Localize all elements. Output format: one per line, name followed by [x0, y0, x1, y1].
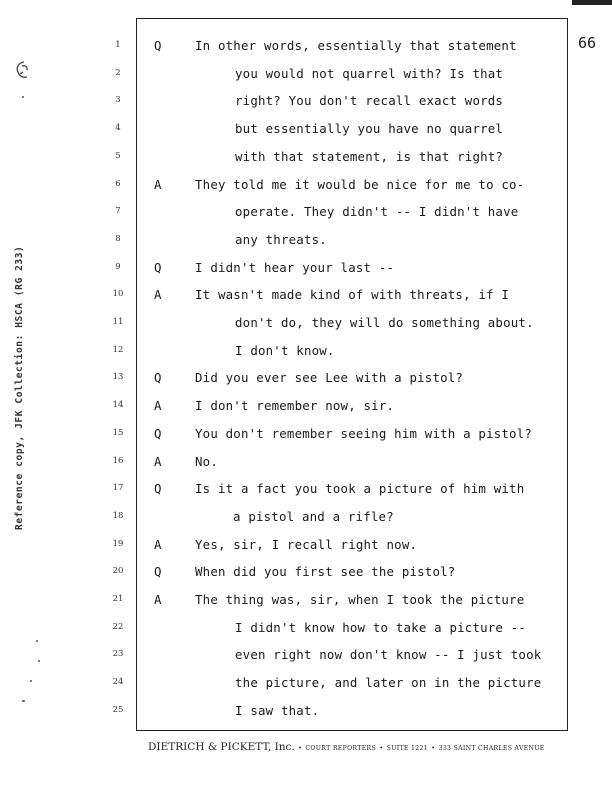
transcript-line: with that statement, is that right? — [235, 148, 504, 164]
line-number: 23 — [112, 649, 124, 660]
speaker-label: A — [154, 592, 162, 607]
speaker-label: A — [154, 176, 162, 192]
scan-artifact-icon — [14, 60, 34, 82]
transcript-line: I didn't hear your last -- — [195, 259, 395, 275]
speaker-label: Q — [154, 481, 162, 497]
line-number: 24 — [112, 677, 124, 688]
line-number: 1 — [115, 40, 121, 50]
transcript-line: No. — [195, 453, 218, 469]
line-number: 22 — [112, 621, 124, 632]
line-number: 5 — [115, 150, 121, 161]
speaker-label: A — [154, 453, 162, 469]
transcript-line: Yes, sir, I recall right now. — [195, 536, 418, 552]
line-number: 25 — [112, 704, 124, 715]
line-number: 2 — [115, 67, 121, 78]
speaker-label: A — [154, 536, 162, 552]
speaker-label: Q — [154, 370, 162, 386]
transcript-line: Is it a fact you took a picture of him with — [195, 481, 525, 497]
line-number: 7 — [115, 206, 121, 217]
transcript-line: In other words, essentially that statement — [195, 38, 517, 53]
transcript-line: You don't remember seeing him with a pistol? — [195, 425, 533, 441]
transcript-line: a pistol and a rifle? — [233, 508, 394, 524]
line-number: 18 — [112, 510, 124, 521]
line-number: 19 — [112, 538, 124, 549]
scan-speck — [22, 700, 25, 702]
transcript-line: When did you first see the pistol? — [195, 564, 456, 580]
speaker-label: A — [154, 398, 162, 414]
transcript-line: the picture, and later on in the picture — [235, 675, 542, 691]
speaker-label: Q — [154, 38, 162, 53]
line-number: 20 — [112, 566, 124, 577]
footer — [148, 741, 545, 753]
transcript-line: The thing was, sir, when I took the picture — [195, 592, 525, 607]
line-number: 6 — [115, 178, 121, 189]
transcript-line: but essentially you have no quarrel — [235, 121, 504, 137]
reference-copy-label: Reference copy, JFK Collection: HSCA (RG 233) — [14, 245, 25, 530]
line-number: 4 — [115, 123, 121, 134]
line-number: 16 — [112, 455, 124, 466]
line-number: 12 — [112, 344, 124, 355]
footer-separator: • — [431, 745, 436, 752]
speaker-label: Q — [154, 425, 162, 441]
transcript-line: They told me it would be nice for me to co- — [195, 176, 525, 192]
line-number: 9 — [115, 261, 121, 272]
scan-speck — [22, 96, 24, 98]
footer-suite: SUITE 1221 — [386, 745, 428, 752]
footer-firm: DIETRICH & PICKETT, Inc. — [148, 741, 295, 753]
transcript-line: don't do, they will do something about. — [235, 315, 534, 330]
transcript-line: any threats. — [235, 231, 327, 247]
line-number: 14 — [112, 400, 124, 411]
line-number: 17 — [112, 483, 124, 494]
scan-speck — [36, 640, 38, 642]
line-number: 13 — [112, 372, 124, 383]
transcript-line: I don't know. — [235, 342, 335, 358]
scan-speck — [30, 680, 32, 682]
transcript-line: It wasn't made kind of with threats, if I — [195, 287, 510, 303]
scan-edge-mark — [572, 0, 612, 5]
line-number: 3 — [115, 95, 121, 106]
line-number: 11 — [112, 317, 124, 327]
page-number: 66 — [578, 34, 597, 52]
line-number: 8 — [115, 233, 121, 244]
scan-speck — [38, 660, 40, 662]
transcript-line: Did you ever see Lee with a pistol? — [195, 370, 464, 386]
line-number: 21 — [112, 594, 124, 604]
footer-separator: • — [298, 745, 303, 752]
transcript-line: operate. They didn't -- I didn't have — [235, 204, 519, 220]
transcript-line: you would not quarrel with? Is that — [235, 65, 504, 81]
transcript-line: I don't remember now, sir. — [195, 398, 395, 414]
transcript-line: even right now don't know -- I just took — [235, 647, 542, 663]
speaker-label: Q — [154, 259, 162, 275]
speaker-label: A — [154, 287, 162, 303]
line-number: 15 — [112, 427, 124, 438]
transcript-line: right? You don't recall exact words — [235, 93, 504, 109]
line-number: 10 — [112, 289, 124, 300]
footer-separator: • — [379, 745, 384, 752]
transcript-line: I saw that. — [235, 702, 320, 718]
footer-address: 333 SAINT CHARLES AVENUE — [438, 745, 545, 752]
transcript-line: I didn't know how to take a picture -- — [235, 619, 527, 635]
footer-role: COURT REPORTERS — [305, 745, 377, 752]
speaker-label: Q — [154, 564, 162, 580]
